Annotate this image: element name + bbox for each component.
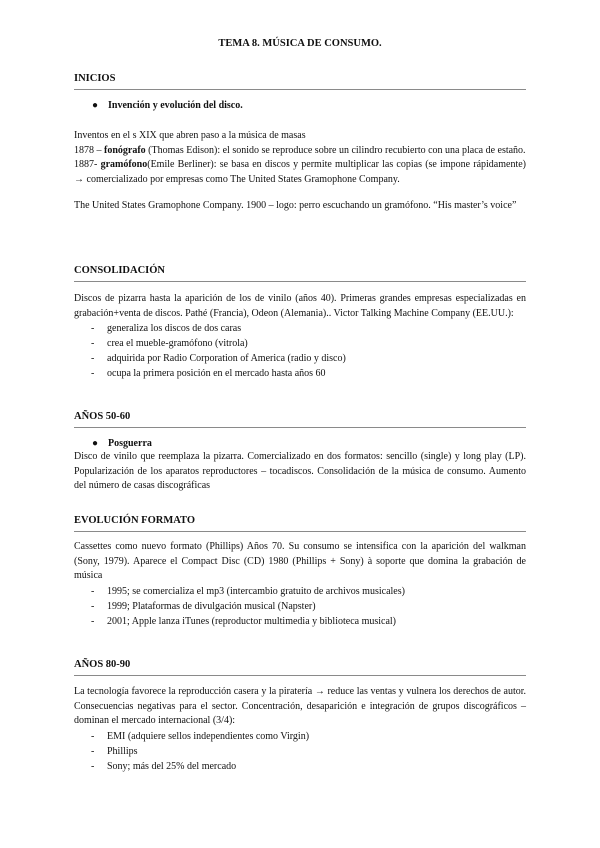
list-item-text: crea el mueble-gramófono (vitrola) <box>107 338 248 350</box>
bullet-marker: ● <box>92 438 99 449</box>
section-consolidacion <box>74 264 526 381</box>
section-heading-inicios: INICIOS <box>74 73 116 84</box>
section-divider <box>74 89 526 90</box>
list-item-text: EMI (adquiere sellos independientes como Virgin) <box>107 730 310 742</box>
paragraph-fonografo <box>74 144 526 159</box>
year-label: 1878 – <box>74 144 102 156</box>
list-anos-80-90 <box>74 729 526 774</box>
list-item <box>74 321 526 336</box>
section-heading-evolucion-formato: EVOLUCIÓN FORMATO <box>74 515 196 526</box>
section-heading-anos-50-60: AÑOS 50-60 <box>74 411 131 422</box>
list-item <box>74 744 526 759</box>
dash-marker: - <box>91 338 95 350</box>
list-item <box>74 351 526 366</box>
list-item-text: Sony; más del 25% del mercado <box>107 760 237 772</box>
section-heading-consolidacion: CONSOLIDACIÓN <box>74 265 166 276</box>
section-divider <box>74 427 526 428</box>
term-gramofono: gramófono <box>100 159 148 171</box>
list-item-text: 2001; Apple lanza iTunes (reproductor multimedia y biblioteca musical) <box>107 615 397 627</box>
dash-marker: - <box>91 745 95 757</box>
list-item-text: Phillips <box>107 745 138 757</box>
paragraph-evolucion: Cassettes como nuevo formato (Phillips) Años 70. Su consumo se intensifica con la aparición del walkman (Sony, 1979). Aparece el Compact Disc (CD) 1980 (Phillips + Sony) à soporte que domina la grabación de música <box>74 541 526 582</box>
dash-marker: - <box>91 353 95 365</box>
dash-marker: - <box>91 600 95 612</box>
section-heading-anos-80-90: AÑOS 80-90 <box>74 659 131 670</box>
list-evolucion <box>74 584 526 629</box>
list-item-text: ocupa la primera posición en el mercado hasta años 60 <box>107 368 326 380</box>
list-item <box>74 599 526 614</box>
bullet-invencion <box>92 99 526 112</box>
section-anos-50-60 <box>74 410 526 494</box>
term-fonografo: fonógrafo <box>104 144 146 156</box>
dash-marker: - <box>91 615 95 627</box>
paragraph-consolidacion: Discos de pizarra hasta la aparición de los de vinilo (años 40). Primeras grandes empresas especializadas en grabación+venta de discos. Pathé (Francia), Odeon (Alemania).. Victor Talking Machine Company (EE.UU.): <box>74 293 526 319</box>
list-item <box>74 729 526 744</box>
list-item <box>74 584 526 599</box>
dash-marker: - <box>91 323 95 335</box>
section-evolucion-formato <box>74 514 526 629</box>
bullet-label: Posguerra <box>108 438 152 449</box>
section-anos-80-90 <box>74 658 526 774</box>
list-item <box>74 759 526 774</box>
paragraph-gramophone-company: The United States Gramophone Company. 1900 – logo: perro escuchando un gramófono. “His master’s voice” <box>74 200 517 212</box>
list-item-text: generaliza los discos de dos caras <box>107 323 242 335</box>
paragraph-intro: Inventos en el s XIX que abren paso a la música de masas <box>74 130 306 141</box>
list-item-text: adquirida por Radio Corporation of America (radio y disco) <box>107 353 346 365</box>
list-item <box>74 366 526 381</box>
description-gramofono: (Emile Berliner): se basa en discos y permite multiplicar las copias (se impone rápidamente) → comercializado por empresas como The United States Gramophone Company. <box>74 159 527 185</box>
bullet-marker: ● <box>92 100 99 111</box>
bullet-label: Invención y evolución del disco. <box>108 100 243 111</box>
document-title: TEMA 8. MÚSICA DE CONSUMO. <box>218 38 382 49</box>
list-consolidacion <box>74 321 526 381</box>
dash-marker: - <box>91 585 95 597</box>
bullet-posguerra <box>92 437 526 450</box>
list-item <box>74 336 526 351</box>
paragraph-anos-80-90: La tecnología favorece la reproducción casera y la piratería → reduce las ventas y vulnera los derechos de autor. Consecuencias negativas para el sector. Concentración, desaparición e integración de grupos discográficos – dominan el mercado internacional (3/4): <box>74 686 526 727</box>
list-item-text: 1999; Plataformas de divulgación musical (Napster) <box>107 600 316 612</box>
dash-marker: - <box>91 760 95 772</box>
description-fonografo: (Thomas Edison): el sonido se reproduce sobre un cilindro recubierto con una placa de estaño. <box>148 144 526 156</box>
section-inicios <box>74 72 526 214</box>
list-item-text: 1995; se comercializa el mp3 (intercambio gratuito de archivos musicales) <box>107 585 405 597</box>
dash-marker: - <box>91 730 95 742</box>
paragraph-anos-50-60: Disco de vinilo que reemplaza la pizarra. Comercializado en dos formatos: sencillo (single) y long play (LP). Popularización de los aparatos reproductores – tocadiscos. Consolidación de la música de consumo. Aumento del número de casas discográficas <box>74 451 526 492</box>
dash-marker: - <box>91 368 95 380</box>
paragraph-gramofono <box>74 158 526 187</box>
year-label: 1887- <box>74 159 98 171</box>
list-item <box>74 614 526 629</box>
